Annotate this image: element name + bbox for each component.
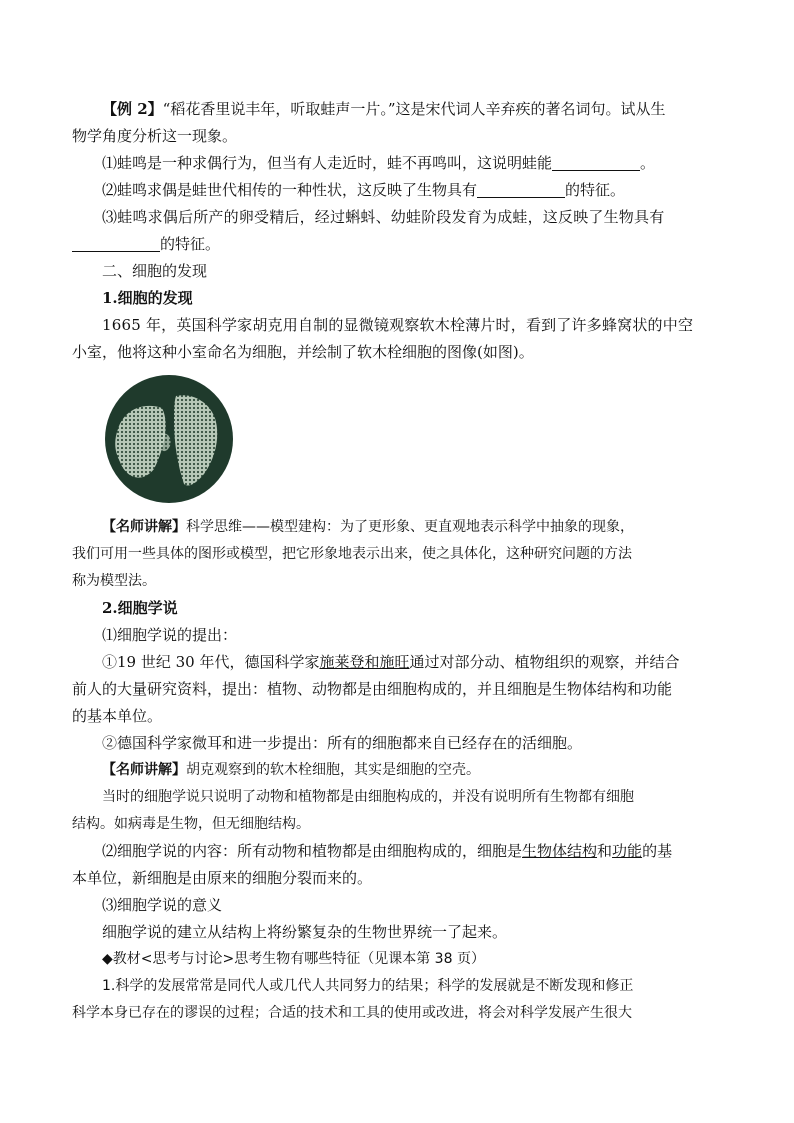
theory-significance-text: 细胞学说的建立从结构上将纷繁复杂的生物世界统一了起来。 <box>102 923 508 941</box>
theory-content-line2: 本单位，新细胞是由原来的细胞分裂而来的。 <box>72 869 373 887</box>
document-page <box>72 96 722 1027</box>
teacher-note-1-line2: 我们可用一些具体的图形或模型，把它形象地表示出来，使之具体化，这种研究问题的方法 <box>72 546 632 562</box>
section-heading: 二、细胞的发现 <box>102 262 208 280</box>
teacher-note-2: 【名师讲解】胡克观察到的软木栓细胞，其实是细胞的空壳。 <box>102 762 480 778</box>
question-3: ⑶蛙鸣求偶后所产的卵受精后，经过蝌蚪、幼蛙阶段发育为成蛙，这反映了生物具有 <box>102 208 665 226</box>
textbook-discussion-title: ◆教材<思考与讨论>思考生物有哪些特征（见课本第 38 页） <box>102 951 485 967</box>
answer-blank-2[interactable] <box>477 182 565 198</box>
theory-significance-title: ⑶细胞学说的意义 <box>102 896 223 914</box>
paragraph-hooke-2: 小室，他将这种小室命名为细胞，并绘制了软木栓细胞的图像(如图)。 <box>72 343 534 361</box>
example-tag: 【例 2】 <box>102 100 163 118</box>
theory-proposal-1: ①19 世纪 30 年代，德国科学家施莱登和施旺通过对部分动、植物组织的观察，并结合 <box>102 653 680 671</box>
note-tag: 【名师讲解】 <box>102 519 186 535</box>
theory-proposal-title: ⑴细胞学说的提出： <box>102 626 238 644</box>
question-1: ⑴蛙鸣是一种求偶行为，但当有人走近时，蛙不再鸣叫，这说明蛙能 。 <box>102 154 656 172</box>
note-tag: 【名师讲解】 <box>102 762 186 778</box>
theory-proposal-1-line2: 前人的大量研究资料，提出：植物、动物都是由细胞构成的，并且细胞是生物体结构和功能 <box>72 680 673 698</box>
answer-blank-3[interactable] <box>72 236 160 252</box>
teacher-note-3-line2: 结构。如病毒是生物，但无细胞结构。 <box>72 816 310 832</box>
subsection-1-title: 1.细胞的发现 <box>102 289 193 307</box>
question-3-cont: 的特征。 <box>72 231 722 258</box>
answer-blank-1[interactable] <box>552 155 640 171</box>
example-2-line2: 物学角度分析这一现象。 <box>72 127 238 145</box>
theory-proposal-2: ②德国科学家微耳和进一步提出：所有的细胞都来自已经存在的活细胞。 <box>102 734 583 752</box>
discussion-answer-1-line1: 1.科学的发展常常是同代人或几代人共同努力的结果；科学的发展就是不断发现和修正 <box>102 978 634 994</box>
scientist-names: 施莱登和施旺 <box>319 653 410 671</box>
cork-cell-micrograph <box>104 374 234 504</box>
discussion-answer-1-line2: 科学本身已存在的谬误的过程；合适的技术和工具的使用或改进，将会对科学发展产生很大 <box>72 1005 632 1021</box>
teacher-note-1-line1: 【名师讲解】科学思维——模型建构：为了更形象、更直观地表示科学中抽象的现象， <box>102 519 634 535</box>
subsection-2-title: 2.细胞学说 <box>102 599 178 617</box>
theory-content: ⑵细胞学说的内容：所有动物和植物都是由细胞构成的，细胞是生物体结构和功能的基 <box>102 842 673 860</box>
teacher-note-3-line1: 当时的细胞学说只说明了动物和植物都是由细胞构成的，并没有说明所有生物都有细胞 <box>102 789 634 805</box>
example-2-line1: 【例 2】“稻花香里说丰年，听取蛙声一片。”这是宋代词人辛弃疾的著名词句。试从生 <box>102 100 666 118</box>
theory-proposal-1-line3: 的基本单位。 <box>72 707 163 725</box>
teacher-note-1-line3: 称为模型法。 <box>72 573 156 589</box>
paragraph-hooke-1: 1665 年，英国科学家胡克用自制的显微镜观察软木栓薄片时，看到了许多蜂窝状的中空 <box>102 316 694 334</box>
question-2: ⑵蛙鸣求偶是蛙世代相传的一种性状，这反映了生物具有 的特征。 <box>102 181 626 199</box>
